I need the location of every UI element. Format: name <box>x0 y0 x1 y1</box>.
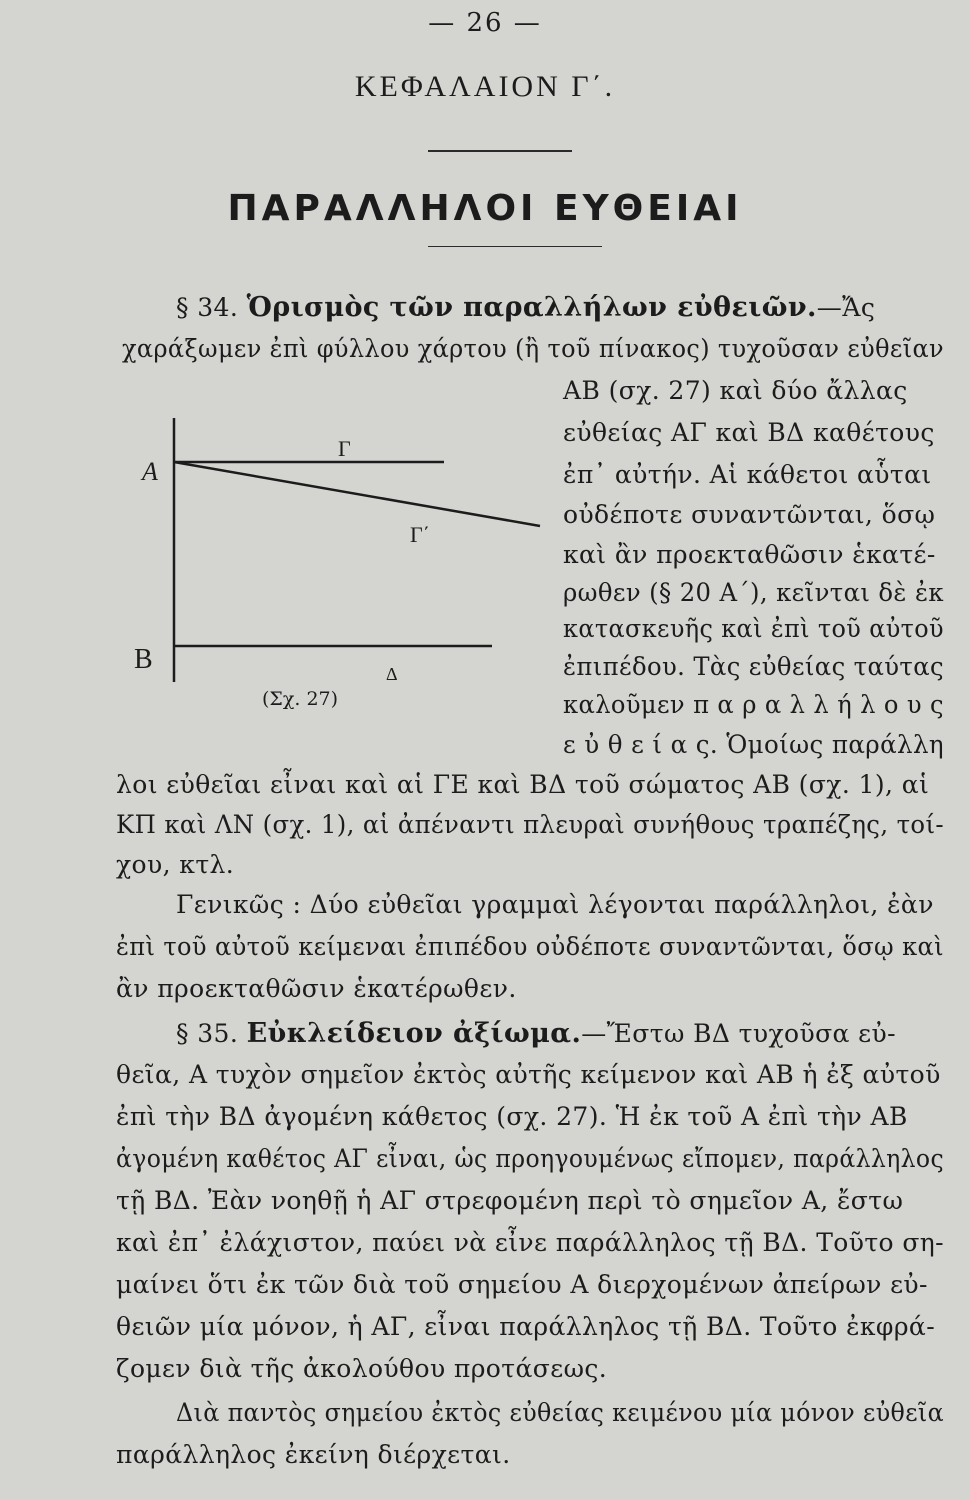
text-line: καὶ ἐπ᾽ ἐλάχιστον, παύει νὰ εἶνε παράλληλος τῇ ΒΔ. Τοῦτο ση- <box>116 1228 945 1257</box>
definition-line: ἂν προεκταθῶσιν ἑκατέρωθεν. <box>116 974 517 1003</box>
axiom-line: Διὰ παντὸς σημείου ἐκτὸς εὐθείας κειμένου μία μόνον εὐθεῖα <box>176 1398 945 1427</box>
definition-line: Γενικῶς : Δύο εὐθεῖαι γραμμαὶ λέγονται παράλληλοι, ἐὰν <box>176 890 934 919</box>
text-right-line: ρωθεν (§ 20 Α΄), κεῖνται δὲ ἐκ <box>563 578 944 607</box>
label-G: Γ <box>338 436 351 461</box>
text-right-line: ε ὐ θ ε ί α ς. Ὁμοίως παράλλη <box>563 730 945 759</box>
text-right-line: οὐδέποτε συναντῶνται, ὅσῳ <box>563 500 936 529</box>
text-line: ΚΠ καὶ ΛΝ (σχ. 1), αἱ ἀπέναντι πλευραὶ συνήθους τραπέζης, τοί- <box>116 810 945 839</box>
section-heading: Ὁρισμὸς τῶν παραλλήλων εὐθειῶν. <box>246 292 817 323</box>
text-line: μαίνει ὅτι ἐκ τῶν διὰ τοῦ σημείου Α διερχομένων ἀπείρων εὐ- <box>116 1270 928 1299</box>
section-lead: —Ἄς <box>816 293 876 322</box>
section-number: § 35. <box>176 1019 239 1048</box>
text-right-line: ΑΒ (σχ. 27) καὶ δύο ἄλλας <box>563 376 908 405</box>
label-A: A <box>142 457 158 486</box>
section-lead: —Ἔστω ΒΔ τυχοῦσα εὐ- <box>581 1019 896 1048</box>
chapter-heading: ΚΕΦΑΛΑΙΟΝ Γ΄. <box>354 70 616 103</box>
section-number: § 34. <box>176 293 239 322</box>
definition-line: ἐπὶ τοῦ αὐτοῦ κείμεναι ἐπιπέδου οὐδέποτε συναντῶνται, ὅσῳ καὶ <box>116 932 944 961</box>
figure-27 <box>130 410 550 690</box>
label-G-prime: Γ΄ <box>410 522 431 547</box>
text-line: θειῶν μία μόνον, ἡ ΑΓ, εἶναι παράλληλος τῇ ΒΔ. Τοῦτο ἐκφρά- <box>116 1312 936 1341</box>
text-right-line: κατασκευῆς καὶ ἐπὶ τοῦ αὐτοῦ <box>563 614 944 643</box>
text-line: ζομεν διὰ τῆς ἀκολούθου προτάσεως. <box>116 1354 608 1383</box>
label-D: Δ <box>386 664 398 684</box>
text-line: ἐπὶ τὴν ΒΔ ἀγομένη κάθετος (σχ. 27). Ἡ ἐκ τοῦ Α ἐπὶ τὴν ΑΒ <box>116 1102 908 1131</box>
text-right-line: εὐθείας ΑΓ καὶ ΒΔ καθέτους <box>563 418 935 447</box>
section-34-line-2: χαράξωμεν ἐπὶ φύλλου χάρτου (ἢ τοῦ πίνακος) τυχοῦσαν εὐθεῖαν <box>122 334 944 363</box>
text-right-line: ἐπ᾽ αὐτήν. Αἱ κάθετοι αὗται <box>563 460 932 489</box>
page-title: ΠΑΡΑΛΛΗΛΟΙ ΕΥΘΕΙΑΙ <box>227 188 743 229</box>
page-number: — 26 — <box>428 8 542 38</box>
section-35-line-1 <box>176 1018 896 1049</box>
text-right-line: ἐπιπέδου. Τὰς εὐθείας ταύτας <box>563 652 945 681</box>
text-right-line: καλοῦμεν π α ρ α λ λ ή λ ο υ ς <box>563 690 944 719</box>
section-34-line-1 <box>176 292 875 323</box>
text-line: τῇ ΒΔ. Ἐὰν νοηθῇ ἡ ΑΓ στρεφομένη περὶ τὸ σημεῖον Α, ἔστω <box>116 1186 904 1215</box>
line-AG-prime <box>174 462 540 526</box>
text-line: λοι εὐθεῖαι εἶναι καὶ αἱ ΓΕ καὶ ΒΔ τοῦ σώματος ΑΒ (σχ. 1), αἱ <box>116 770 930 799</box>
divider-title <box>428 246 602 247</box>
label-B: B <box>134 644 153 675</box>
text-line: ἀγομένη καθέτος ΑΓ εἶναι, ὡς προηγουμένως εἴπομεν, παράλληλος <box>116 1144 945 1173</box>
text-right-line: καὶ ἂν προεκταθῶσιν ἑκατέ- <box>563 540 936 569</box>
text-line: θεῖα, Α τυχὸν σημεῖον ἐκτὸς αὐτῆς κείμενον καὶ ΑΒ ἡ ἐξ αὐτοῦ <box>116 1060 941 1089</box>
axiom-line: παράλληλος ἐκείνη διέρχεται. <box>116 1440 511 1469</box>
figure-caption: (Σχ. 27) <box>262 688 339 710</box>
section-heading: Εὐκλείδειον ἀξίωμα. <box>246 1018 582 1049</box>
divider-top <box>428 150 572 152</box>
text-line: χου, κτλ. <box>116 850 235 879</box>
